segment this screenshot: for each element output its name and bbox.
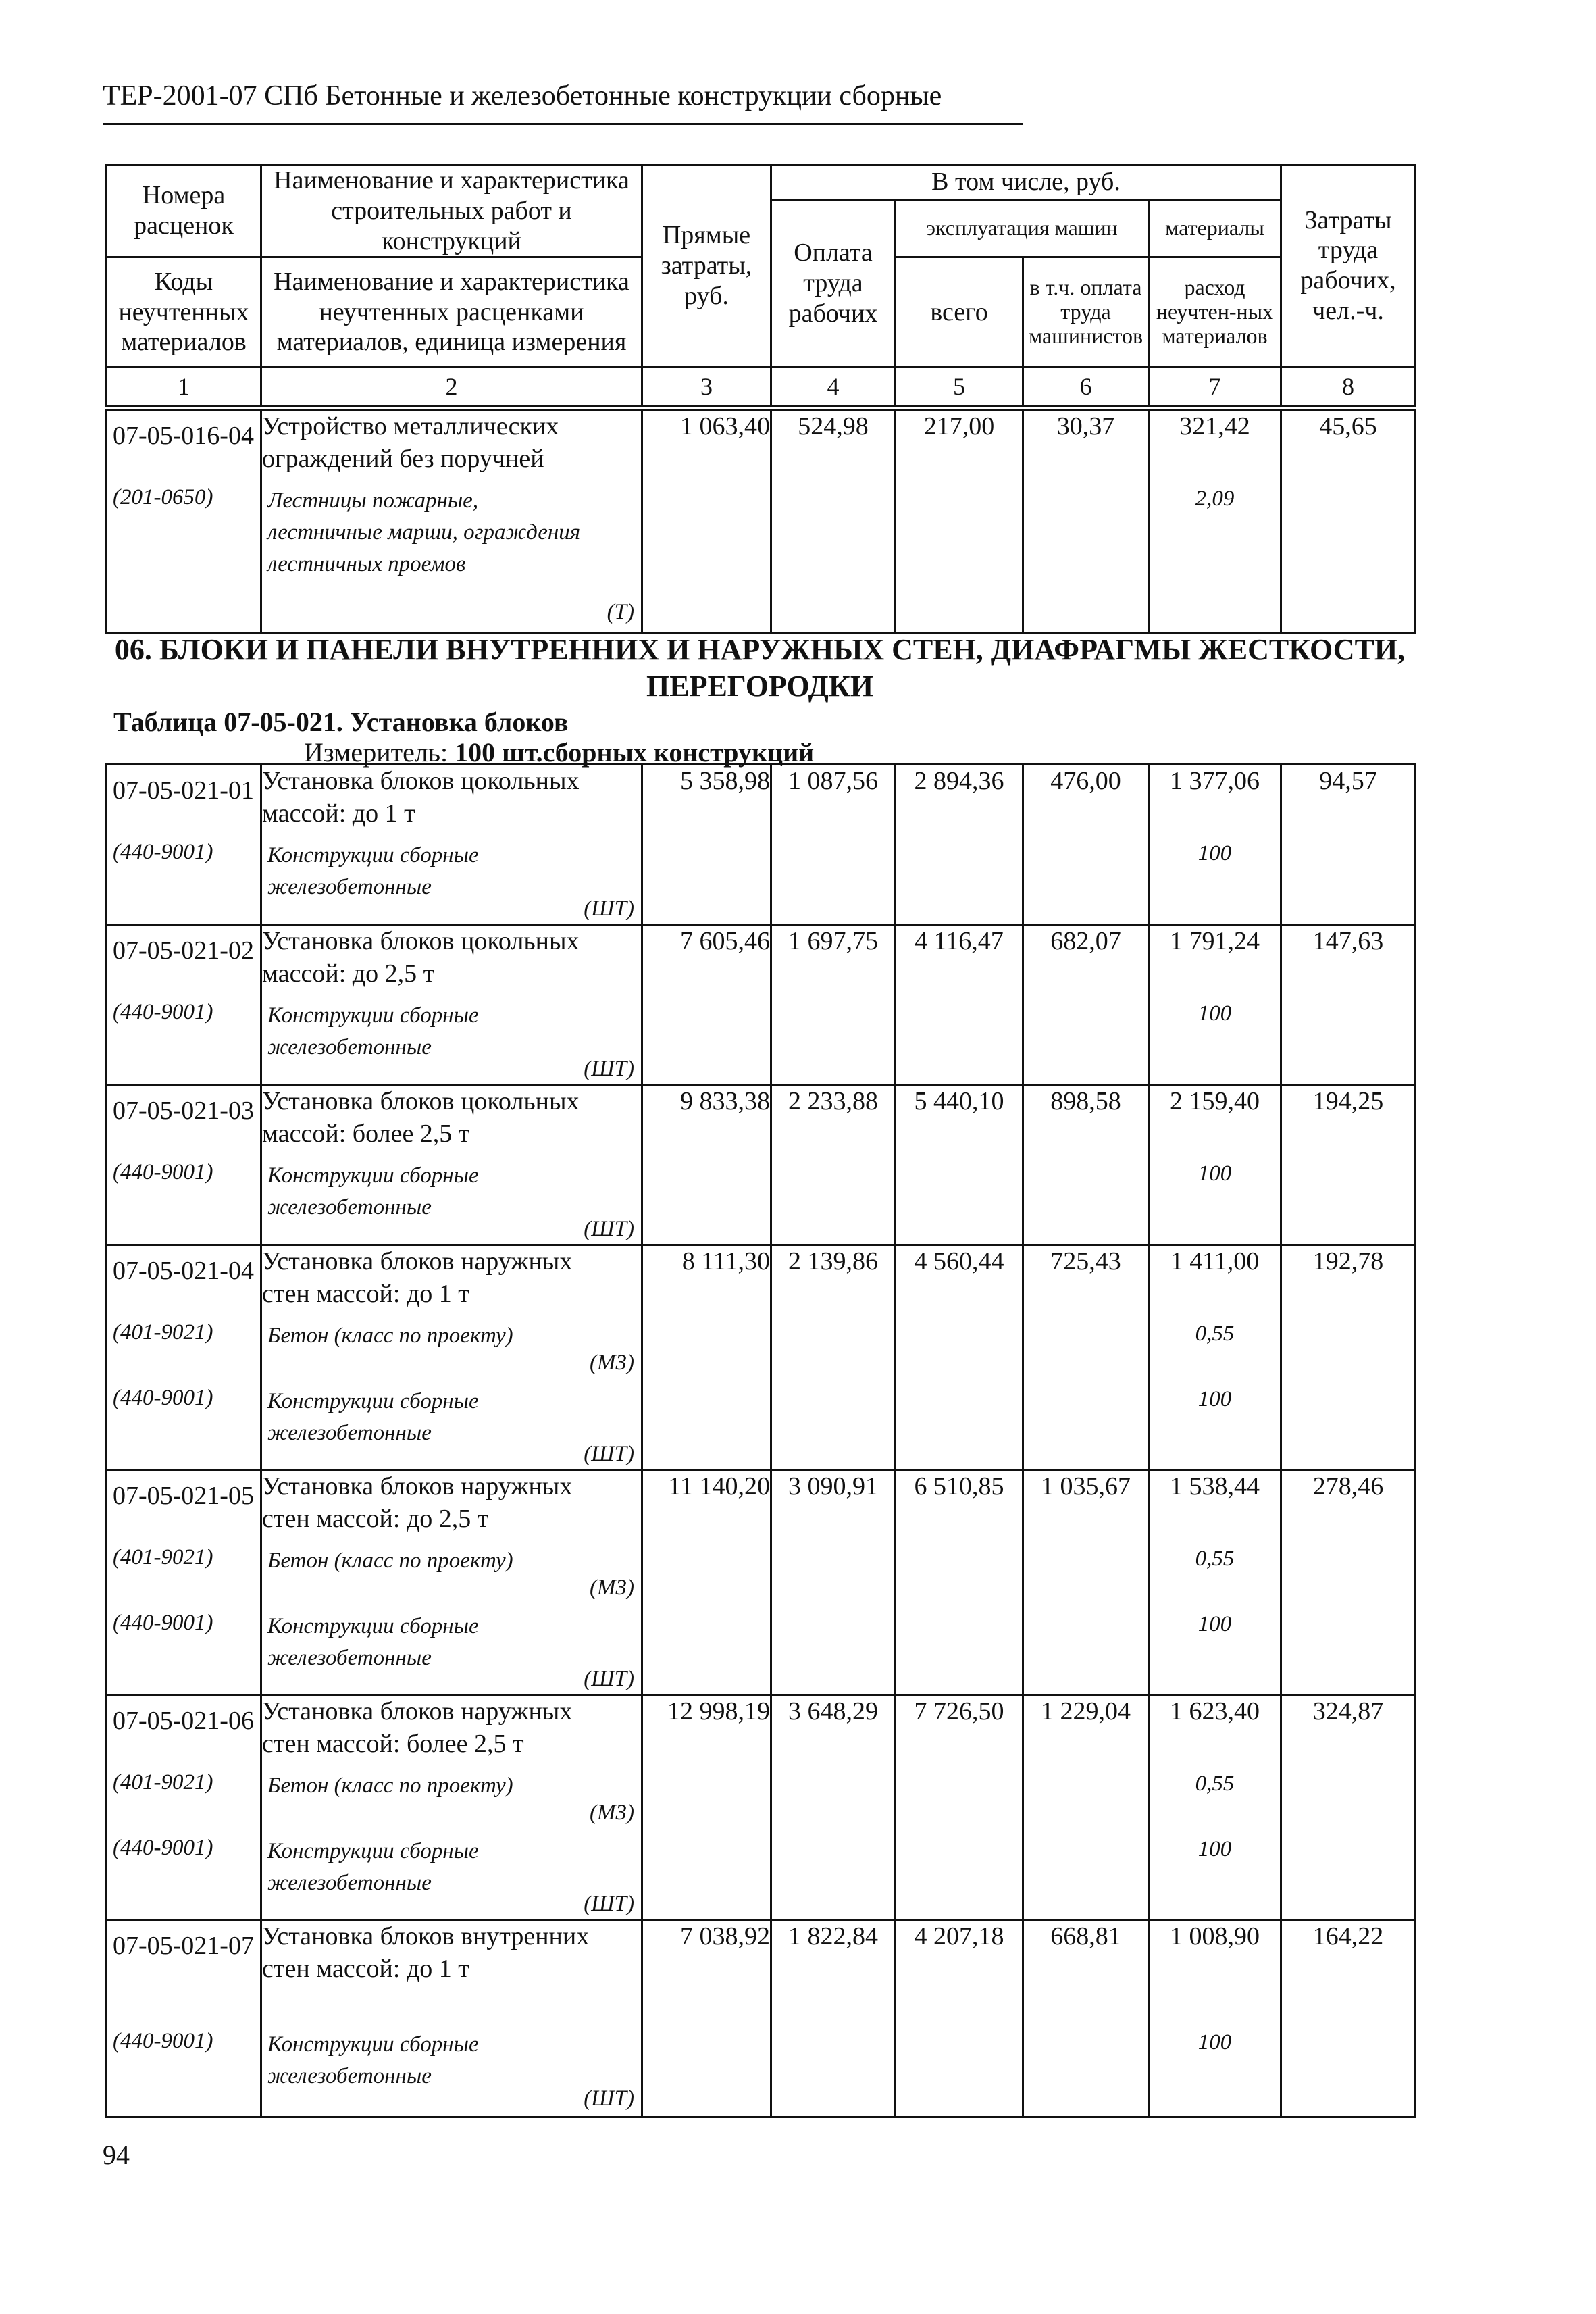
material-name: Конструкции сборные xyxy=(267,1163,479,1188)
work-name-line: Установка блоков наружных xyxy=(262,1247,573,1276)
material-name: Конструкции сборные xyxy=(267,1003,479,1028)
work-name-line: Устройство металлических xyxy=(262,412,559,441)
machinist-wages: 725,43 xyxy=(1023,1245,1149,1470)
table-row xyxy=(107,1470,1416,1695)
materials-cell xyxy=(1149,1245,1281,1470)
labor-costs: 324,87 xyxy=(1281,1695,1416,1920)
table-row xyxy=(107,1245,1416,1470)
material-code: (440-9001) xyxy=(113,1836,213,1860)
page-number: 94 xyxy=(103,2140,130,2170)
rate-code: 07-05-021-02 xyxy=(113,936,254,965)
material-name: железобетонные xyxy=(267,1871,432,1895)
materials-cost: 1 411,00 xyxy=(1170,1247,1260,1276)
table-row xyxy=(107,1920,1416,2117)
material-code: (440-9001) xyxy=(113,840,213,864)
work-name-line: стен массой: до 2,5 т xyxy=(262,1504,489,1533)
machines-total: 2 894,36 xyxy=(896,765,1023,925)
material-code: (401-9021) xyxy=(113,1770,213,1794)
direct-costs: 9 833,38 xyxy=(642,1085,771,1245)
material-name: Бетон (класс по проекту) xyxy=(267,1324,513,1348)
rate-code: 07-05-021-07 xyxy=(113,1932,254,1960)
wages: 2 233,88 xyxy=(771,1085,896,1245)
work-name-line: Установка блоков внутренних xyxy=(262,1922,590,1951)
wages: 1 697,75 xyxy=(771,925,896,1085)
material-name: Конструкции сборные xyxy=(267,2032,479,2057)
material-unit: (ШТ) xyxy=(584,2086,634,2111)
measure-value: 100 шт.сборных конструкций xyxy=(455,737,815,768)
rate-code: 07-05-021-05 xyxy=(113,1482,254,1510)
material-name: Конструкции сборные xyxy=(267,1389,479,1413)
materials-cost: 1 791,24 xyxy=(1170,927,1260,955)
wages: 1 087,56 xyxy=(771,765,896,925)
work-name-line: ограждений без поручней xyxy=(262,444,544,473)
work-name-line: Установка блоков наружных xyxy=(262,1472,573,1501)
machines-total: 4 116,47 xyxy=(896,925,1023,1085)
col-num-6: 6 xyxy=(1023,367,1149,407)
material-code: (401-9021) xyxy=(113,1320,213,1344)
materials-cost: 1 538,44 xyxy=(1170,1472,1260,1501)
rate-code: 07-05-021-04 xyxy=(113,1257,254,1285)
machines-total: 5 440,10 xyxy=(896,1085,1023,1245)
material-unit: (Т) xyxy=(607,600,634,624)
rate-code: 07-05-021-03 xyxy=(113,1097,254,1125)
rate-code: 07-05-021-06 xyxy=(113,1707,254,1735)
material-quantity: 100 xyxy=(1198,1387,1232,1411)
machinist-wages: 1 035,67 xyxy=(1023,1470,1149,1695)
machinist-wages: 898,58 xyxy=(1023,1085,1149,1245)
table-row xyxy=(107,410,1416,633)
materials-cell xyxy=(1149,410,1281,633)
material-name: железобетонные xyxy=(267,1421,432,1445)
direct-costs: 1 063,40 xyxy=(642,410,771,633)
header-labor-costs: Затраты труда рабочих, чел.-ч. xyxy=(1281,165,1416,367)
machinist-wages: 668,81 xyxy=(1023,1920,1149,2117)
material-code: (201-0650) xyxy=(113,485,213,509)
material-name: лестничные марши, ограждения xyxy=(267,520,581,545)
material-name: Бетон (класс по проекту) xyxy=(267,1549,513,1573)
material-name: железобетонные xyxy=(267,875,432,899)
header-rate-number: Номера расценок xyxy=(107,165,261,257)
material-quantity: 100 xyxy=(1198,1161,1232,1186)
material-quantity: 100 xyxy=(1198,841,1232,865)
material-quantity: 2,09 xyxy=(1195,486,1235,511)
wages: 524,98 xyxy=(771,410,896,633)
material-unit: (ШТ) xyxy=(584,1667,634,1691)
materials-cell xyxy=(1149,1695,1281,1920)
direct-costs: 12 998,19 xyxy=(642,1695,771,1920)
work-name-line: стен массой: до 1 т xyxy=(262,1954,469,1983)
header-material-codes: Коды неучтенных материалов xyxy=(107,257,261,367)
col-num-7: 7 xyxy=(1149,367,1281,407)
labor-costs: 164,22 xyxy=(1281,1920,1416,2117)
materials-cell xyxy=(1149,765,1281,925)
rate-code: 07-05-016-04 xyxy=(113,422,254,450)
table-row xyxy=(107,765,1416,925)
material-quantity: 0,55 xyxy=(1195,1322,1235,1346)
material-quantity: 100 xyxy=(1198,1837,1232,1861)
wages: 3 648,29 xyxy=(771,1695,896,1920)
wages: 2 139,86 xyxy=(771,1245,896,1470)
col-num-1: 1 xyxy=(107,367,261,407)
labor-costs: 192,78 xyxy=(1281,1245,1416,1470)
rate-code: 07-05-021-01 xyxy=(113,776,254,805)
header-work-name: Наименование и характеристика строительных работ и конструкций xyxy=(261,165,642,257)
work-name-line: стен массой: более 2,5 т xyxy=(262,1729,524,1758)
material-unit: (ШТ) xyxy=(584,1442,634,1466)
wages: 3 090,91 xyxy=(771,1470,896,1695)
material-name: Конструкции сборные xyxy=(267,1839,479,1863)
material-name: Лестницы пожарные, xyxy=(267,488,479,513)
material-code: (440-9001) xyxy=(113,1611,213,1635)
machines-total: 6 510,85 xyxy=(896,1470,1023,1695)
header-machines-total: всего xyxy=(896,257,1023,367)
materials-cost: 2 159,40 xyxy=(1170,1087,1260,1115)
materials-cost: 1 377,06 xyxy=(1170,767,1260,795)
material-unit: (ШТ) xyxy=(584,1892,634,1916)
machines-total: 4 560,44 xyxy=(896,1245,1023,1470)
labor-costs: 45,65 xyxy=(1281,410,1416,633)
header-wages: Оплата труда рабочих xyxy=(771,200,896,367)
table-row xyxy=(107,925,1416,1085)
machinist-wages: 476,00 xyxy=(1023,765,1149,925)
section-title: 06. БЛОКИ И ПАНЕЛИ ВНУТРЕННИХ И НАРУЖНЫХ СТЕН, ДИАФРАГМЫ ЖЕСТКОСТИ, xyxy=(114,633,1406,666)
table-row xyxy=(107,1085,1416,1245)
materials-cost: 321,42 xyxy=(1179,412,1250,441)
materials-cell xyxy=(1149,1920,1281,2117)
material-quantity: 0,55 xyxy=(1195,1771,1235,1796)
labor-costs: 278,46 xyxy=(1281,1470,1416,1695)
header-direct-costs: Прямые затраты, руб. xyxy=(642,165,771,367)
material-name: Конструкции сборные xyxy=(267,843,479,867)
col-num-5: 5 xyxy=(896,367,1023,407)
wages: 1 822,84 xyxy=(771,1920,896,2117)
material-name: железобетонные xyxy=(267,2064,432,2088)
work-name-line: массой: более 2,5 т xyxy=(262,1119,470,1148)
material-name: железобетонные xyxy=(267,1195,432,1219)
material-quantity: 100 xyxy=(1198,1612,1232,1636)
work-name-line: Установка блоков цокольных xyxy=(262,767,580,795)
labor-costs: 194,25 xyxy=(1281,1085,1416,1245)
col-num-2: 2 xyxy=(261,367,642,407)
section-title-cont: ПЕРЕГОРОДКИ xyxy=(646,670,873,703)
materials-cell xyxy=(1149,1470,1281,1695)
header-material-names: Наименование и характеристика неучтенных расценками материалов, единица измерения xyxy=(261,257,642,367)
material-quantity: 100 xyxy=(1198,1001,1232,1026)
header-machines: эксплуатация машин xyxy=(896,200,1149,257)
material-name: лестничных проемов xyxy=(267,552,466,576)
material-code: (440-9001) xyxy=(113,1160,213,1184)
materials-cost: 1 623,40 xyxy=(1170,1697,1260,1726)
material-unit: (М3) xyxy=(590,1351,634,1375)
material-code: (401-9021) xyxy=(113,1545,213,1569)
materials-cell xyxy=(1149,1085,1281,1245)
material-unit: (М3) xyxy=(590,1576,634,1600)
direct-costs: 7 605,46 xyxy=(642,925,771,1085)
materials-cost: 1 008,90 xyxy=(1170,1922,1260,1951)
work-name-line: массой: до 2,5 т xyxy=(262,959,435,988)
material-name: железобетонные xyxy=(267,1646,432,1670)
running-head-rule xyxy=(103,123,1023,125)
material-unit: (ШТ) xyxy=(584,897,634,921)
rates-table-b xyxy=(105,763,1416,2118)
machinist-wages: 682,07 xyxy=(1023,925,1149,1085)
machinist-wages: 30,37 xyxy=(1023,410,1149,633)
machinist-wages: 1 229,04 xyxy=(1023,1695,1149,1920)
machines-total: 217,00 xyxy=(896,410,1023,633)
col-num-4: 4 xyxy=(771,367,896,407)
column-header-table xyxy=(105,164,1416,407)
direct-costs: 7 038,92 xyxy=(642,1920,771,2117)
material-unit: (ШТ) xyxy=(584,1057,634,1081)
material-quantity: 0,55 xyxy=(1195,1546,1235,1571)
rates-table-a xyxy=(105,409,1416,634)
material-code: (440-9001) xyxy=(113,1000,213,1024)
machines-total: 4 207,18 xyxy=(896,1920,1023,2117)
material-unit: (ШТ) xyxy=(584,1217,634,1241)
header-unaccounted-materials: расход неучтен-ных материалов xyxy=(1149,257,1281,367)
work-name-line: Установка блоков цокольных xyxy=(262,1087,580,1115)
work-name-line: стен массой: до 1 т xyxy=(262,1279,469,1308)
material-name: железобетонные xyxy=(267,1035,432,1059)
work-name-line: Установка блоков наружных xyxy=(262,1697,573,1726)
direct-costs: 5 358,98 xyxy=(642,765,771,925)
table-title: Таблица 07-05-021. Установка блоков xyxy=(113,707,569,737)
material-code: (440-9001) xyxy=(113,1386,213,1410)
running-head: ТЕР-2001-07 СПб Бетонные и железобетонные конструкции сборные xyxy=(103,80,942,111)
header-materials: материалы xyxy=(1149,200,1281,257)
direct-costs: 11 140,20 xyxy=(642,1470,771,1695)
labor-costs: 147,63 xyxy=(1281,925,1416,1085)
col-num-8: 8 xyxy=(1281,367,1416,407)
work-name-line: Установка блоков цокольных xyxy=(262,927,580,955)
material-name: Бетон (класс по проекту) xyxy=(267,1774,513,1798)
material-unit: (М3) xyxy=(590,1801,634,1825)
materials-cell xyxy=(1149,925,1281,1085)
measure-label: Измеритель: xyxy=(304,737,448,768)
header-including: В том числе, руб. xyxy=(771,165,1281,200)
work-name-line: массой: до 1 т xyxy=(262,799,415,828)
table-row xyxy=(107,1695,1416,1920)
labor-costs: 94,57 xyxy=(1281,765,1416,925)
material-code: (440-9001) xyxy=(113,2029,213,2053)
material-quantity: 100 xyxy=(1198,2030,1232,2055)
direct-costs: 8 111,30 xyxy=(642,1245,771,1470)
header-machinist-wages: в т.ч. оплата труда машинистов xyxy=(1023,257,1149,367)
machines-total: 7 726,50 xyxy=(896,1695,1023,1920)
col-num-3: 3 xyxy=(642,367,771,407)
material-name: Конструкции сборные xyxy=(267,1614,479,1638)
